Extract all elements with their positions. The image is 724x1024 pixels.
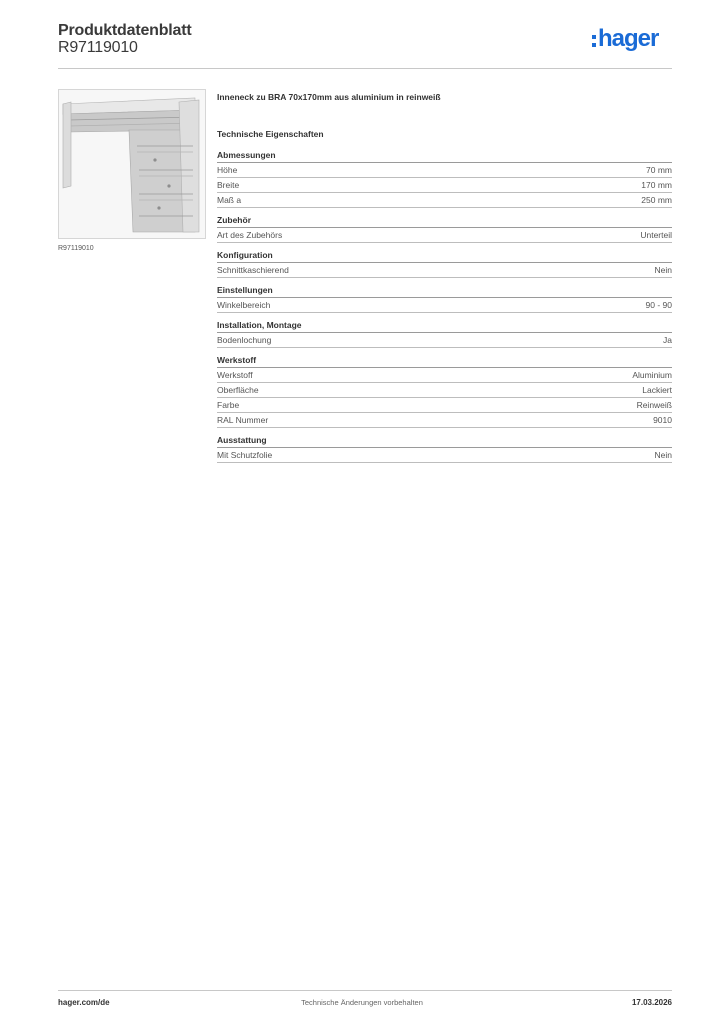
spec-row: [217, 178, 672, 193]
spec-value: Nein: [654, 450, 672, 460]
spec-row: [217, 368, 672, 383]
footer-divider: [58, 990, 672, 991]
spec-label: Höhe: [217, 165, 238, 175]
spec-value: 70 mm: [646, 165, 672, 175]
spec-label: RAL Nummer: [217, 415, 269, 425]
image-caption: R97119010: [58, 245, 94, 252]
spec-label: Breite: [217, 180, 240, 190]
logo-colon-icon: [592, 35, 596, 50]
spec-value: Lackiert: [642, 385, 672, 395]
section-title: Konfiguration: [217, 250, 672, 263]
spec-label: Farbe: [217, 400, 240, 410]
spec-row: [217, 163, 672, 178]
section-title: Werkstoff: [217, 355, 672, 368]
spec-value: 250 mm: [641, 195, 672, 205]
article-number: R97119010: [58, 39, 138, 56]
section-abmessungen: [217, 150, 672, 208]
section-werkstoff: [217, 355, 672, 428]
spec-label: Bodenlochung: [217, 335, 272, 345]
spec-label: Maß a: [217, 195, 242, 205]
spec-row: [217, 193, 672, 208]
section-installation: [217, 320, 672, 348]
spec-label: Werkstoff: [217, 370, 253, 380]
spec-label: Art des Zubehörs: [217, 230, 283, 240]
spec-row: [217, 228, 672, 243]
section-konfiguration: [217, 250, 672, 278]
spec-value: 9010: [653, 415, 672, 425]
section-title: Abmessungen: [217, 150, 672, 163]
spec-label: Winkelbereich: [217, 300, 271, 310]
spec-label: Schnittkaschierend: [217, 265, 289, 275]
spec-value: Nein: [654, 265, 672, 275]
header-divider: [58, 68, 672, 69]
spec-value: Aluminium: [632, 370, 672, 380]
section-einstellungen: [217, 285, 672, 313]
section-title: Einstellungen: [217, 285, 672, 298]
product-title: Inneneck zu BRA 70x170mm aus aluminium in reinweiß: [217, 92, 441, 102]
spec-row: [217, 333, 672, 348]
tech-heading: Technische Eigenschaften: [217, 129, 324, 139]
spec-row: [217, 398, 672, 413]
spec-value: 170 mm: [641, 180, 672, 190]
spec-value: Ja: [663, 335, 672, 345]
corner-duct-illustration: [59, 90, 205, 238]
section-ausstattung: [217, 435, 672, 463]
spec-value: 90 - 90: [645, 300, 672, 310]
product-image: [58, 89, 206, 239]
spec-row: [217, 413, 672, 428]
spec-row: [217, 448, 672, 463]
hager-logo: [592, 25, 676, 55]
section-title: Installation, Montage: [217, 320, 672, 333]
spec-row: [217, 298, 672, 313]
spec-content: [217, 92, 672, 470]
section-title: Zubehör: [217, 215, 672, 228]
section-title: Ausstattung: [217, 435, 672, 448]
page-title: Produktdatenblatt: [58, 22, 192, 39]
section-zubehoer: [217, 215, 672, 243]
footer-date: 17.03.2026: [631, 998, 672, 1007]
spec-row: [217, 263, 672, 278]
spec-value: Reinweiß: [636, 400, 672, 410]
logo-wordmark: hager: [598, 25, 659, 52]
spec-label: Mit Schutzfolie: [217, 450, 273, 460]
spec-value: Unterteil: [640, 230, 672, 240]
spec-label: Oberfläche: [217, 385, 259, 395]
footer-website-link[interactable]: hager.com/de: [58, 998, 110, 1007]
spec-row: [217, 383, 672, 398]
footer-notice: Technische Änderungen vorbehalten: [301, 998, 423, 1007]
